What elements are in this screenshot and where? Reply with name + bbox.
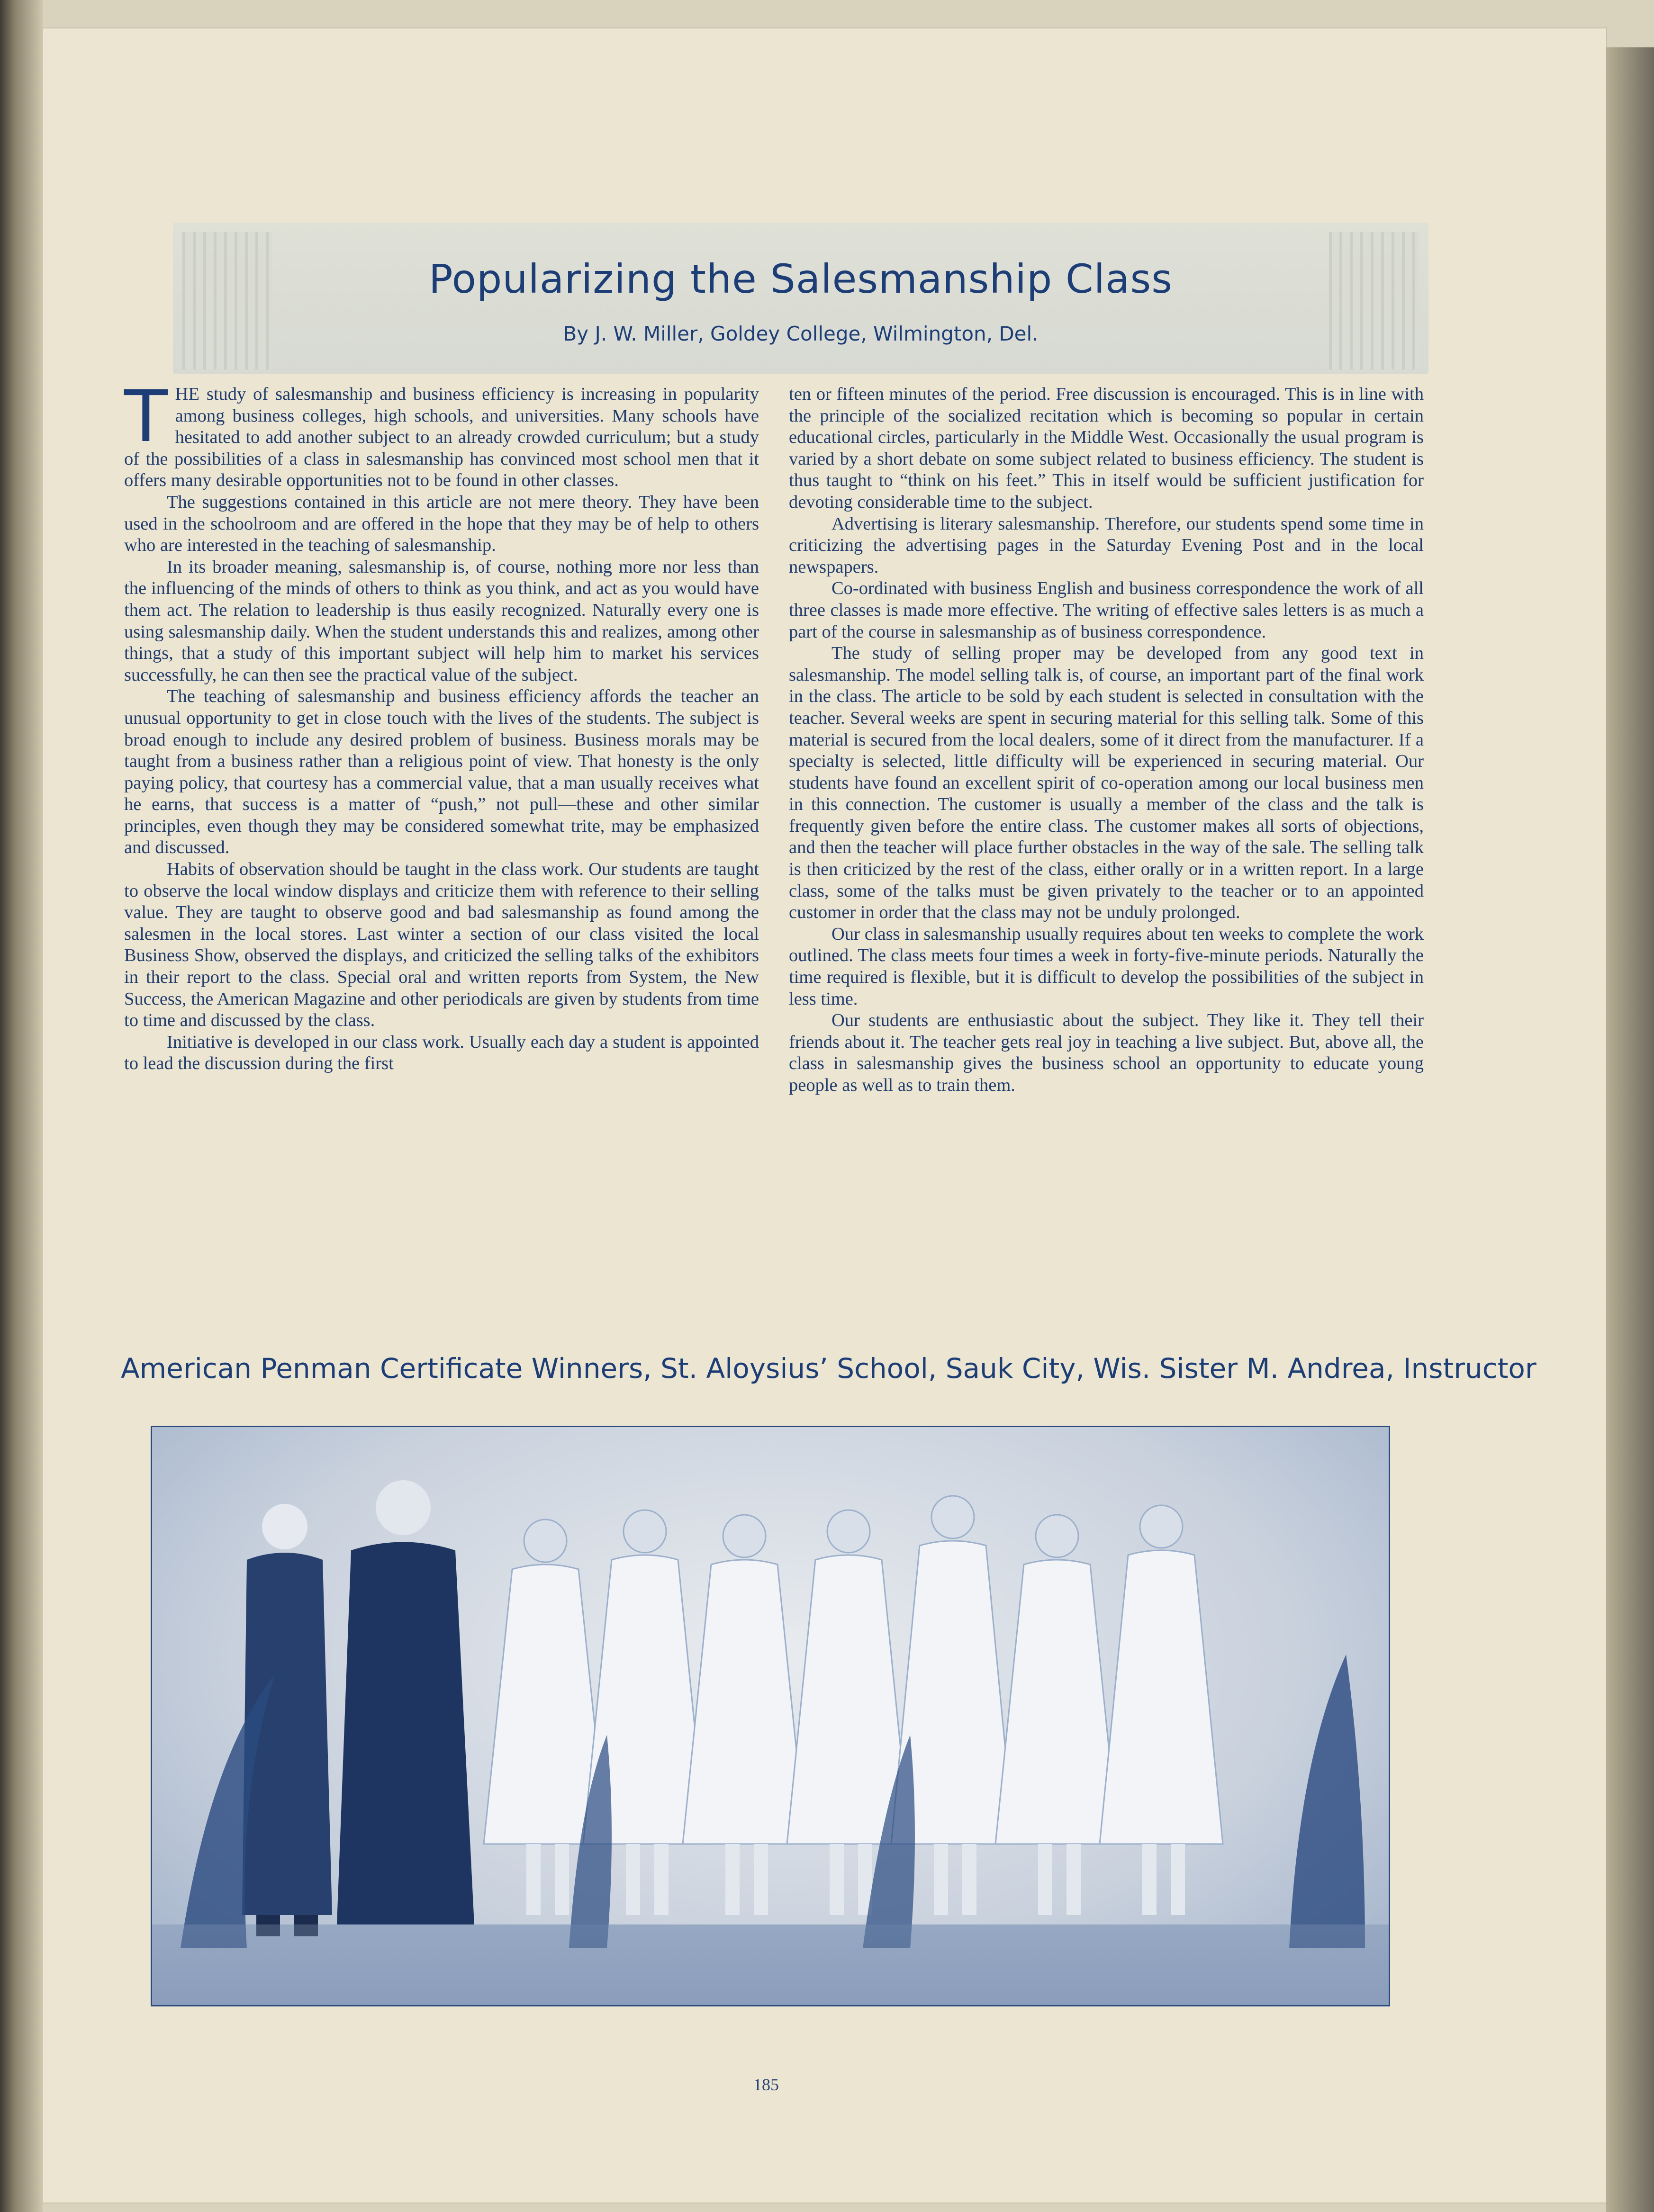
paragraph-text: HE study of salesmanship and business efficiency is increasing in popularity among business colleges, high schools, and universities. Many schools have hesitated to add another subject to an already crowded curriculum; but a study of the possibilities of a class in salesmanship has convinced most school men that it offers many desirable opportunities not to be found in other classes. <box>124 384 759 491</box>
article-column-left <box>124 376 759 1075</box>
book-spine <box>0 0 43 2212</box>
paragraph: Our class in salesmanship usually requires about ten weeks to complete the work outlined. The class meets four times a week in forty-five-minute periods. Naturally the time required is flexible, but it is difficult to develop the possibilities of the subject in less time. <box>789 924 1424 1009</box>
paragraph: ten or fifteen minutes of the period. Free discussion is encouraged. This is in line with the principle of the socialized recitation which is becoming so popular in certain educational circles, particularly in the Middle West. Occasionally the usual program is varied by a short debate on some subject related to business efficiency. The student is thus taught to “think on his feet.” This in itself would be sufficient justification for devoting considerable time to the subject. <box>789 384 1424 512</box>
figure-priest <box>337 1480 474 1924</box>
article-column-right <box>789 384 1424 1097</box>
class-photograph <box>151 1426 1390 2006</box>
paragraph: Co-ordinated with business English and business correspondence the work of all three classes is made more effective. The writing of effective sales letters is as much a part of the course in salesmanship as of business correspondence. <box>789 578 1424 642</box>
paragraph: Advertising is literary salesmanship. Therefore, our students spend some time in criticizing the advertising pages in the Saturday Evening Post and in the local newspapers. <box>789 513 1424 577</box>
photo-floor-shade <box>152 1924 1389 2005</box>
photo-caption: American Penman Certificate Winners, St. Aloysius’ School, Sauk City, Wis. Sister M. Andrea, Instructor <box>121 1352 1537 1385</box>
drop-cap: T <box>124 376 168 458</box>
paragraph: In its broader meaning, salesmanship is, of course, nothing more nor less than the influencing of the minds of others to think as you think, and act as you would have them act. The relation to leadership is thus easily recognized. Naturally every one is using salesmanship daily. When the student understands this and realizes, among other things, that a study of this important subject will help him to market his services successfully, he can then see the practical value of the subject. <box>124 557 759 685</box>
paragraph: The teaching of salesmanship and business efficiency affords the teacher an unusual opportunity to get in close touch with the lives of the students. The subject is broad enough to include any desired problem of business. Business morals may be taught from a business rather than a religious point of view. That honesty is the only paying policy, that courtesy has a commercial value, that a man usually receives what he earns, that success is a matter of “push,” not pull—these and other similar principles, even though they may be considered somewhat trite, may be emphasized and discussed. <box>124 686 759 858</box>
paragraph: The suggestions contained in this article are not mere theory. They have been used in the schoolroom and are offered in the hope that they may be of help to others who are interested in the teaching of salesmanship. <box>124 492 759 556</box>
paragraph <box>124 376 759 492</box>
article-byline: By J. W. Miller, Goldey College, Wilmington, Del. <box>563 322 1039 345</box>
paragraph: Habits of observation should be taught in the class work. Our students are taught to observe the local window displays and criticize them with reference to their selling value. They are taught to observe good and bad salesmanship as found among the salesmen in the local stores. Last winter a section of our class visited the local Business Show, observed the displays, and criticized the selling talks of the exhibitors in their report to the class. Special oral and written reports from System, the New Success, the American Magazine and other periodicals are given by students from time to time and discussed by the class. <box>124 859 759 1031</box>
paragraph: Initiative is developed in our class work. Usually each day a student is appointed to lead the discussion during the first <box>124 1032 759 1074</box>
page-edge <box>1606 47 1654 2212</box>
page-number: 185 <box>753 2075 779 2094</box>
photo-figures <box>152 1427 1389 2005</box>
article-title: Popularizing the Salesmanship Class <box>428 256 1173 302</box>
paragraph: Our students are enthusiastic about the subject. They like it. They tell their friends about it. The teacher gets real joy in teaching a live subject. But, above all, the class in salesmanship gives the business school an opportunity to educate young people as well as to train them. <box>789 1010 1424 1095</box>
figure-legs <box>526 1844 1185 1915</box>
paragraph: The study of selling proper may be developed from any good text in salesmanship. The model selling talk is, of course, an important part of the final work in the class. The article to be sold by each student is selected in consultation with the teacher. Several weeks are spent in securing material for this selling talk. Some of this material is secured from the local dealers, some of it direct from the manufacturer. If a specialty is selected, little difficulty will be experienced in securing material. Our students have found an excellent spirit of co-operation among our local business men in this connection. The customer is usually a member of the class and the talk is frequently given before the entire class. The customer makes all sorts of objections, and then the teacher will place further obstacles in the way of the sale. The selling talk is then criticized by the rest of the class, either orally or in a written report. In a large class, some of the talks must be given privately to the teacher or to an appointed customer in order that the class may not be unduly prolonged. <box>789 643 1424 923</box>
